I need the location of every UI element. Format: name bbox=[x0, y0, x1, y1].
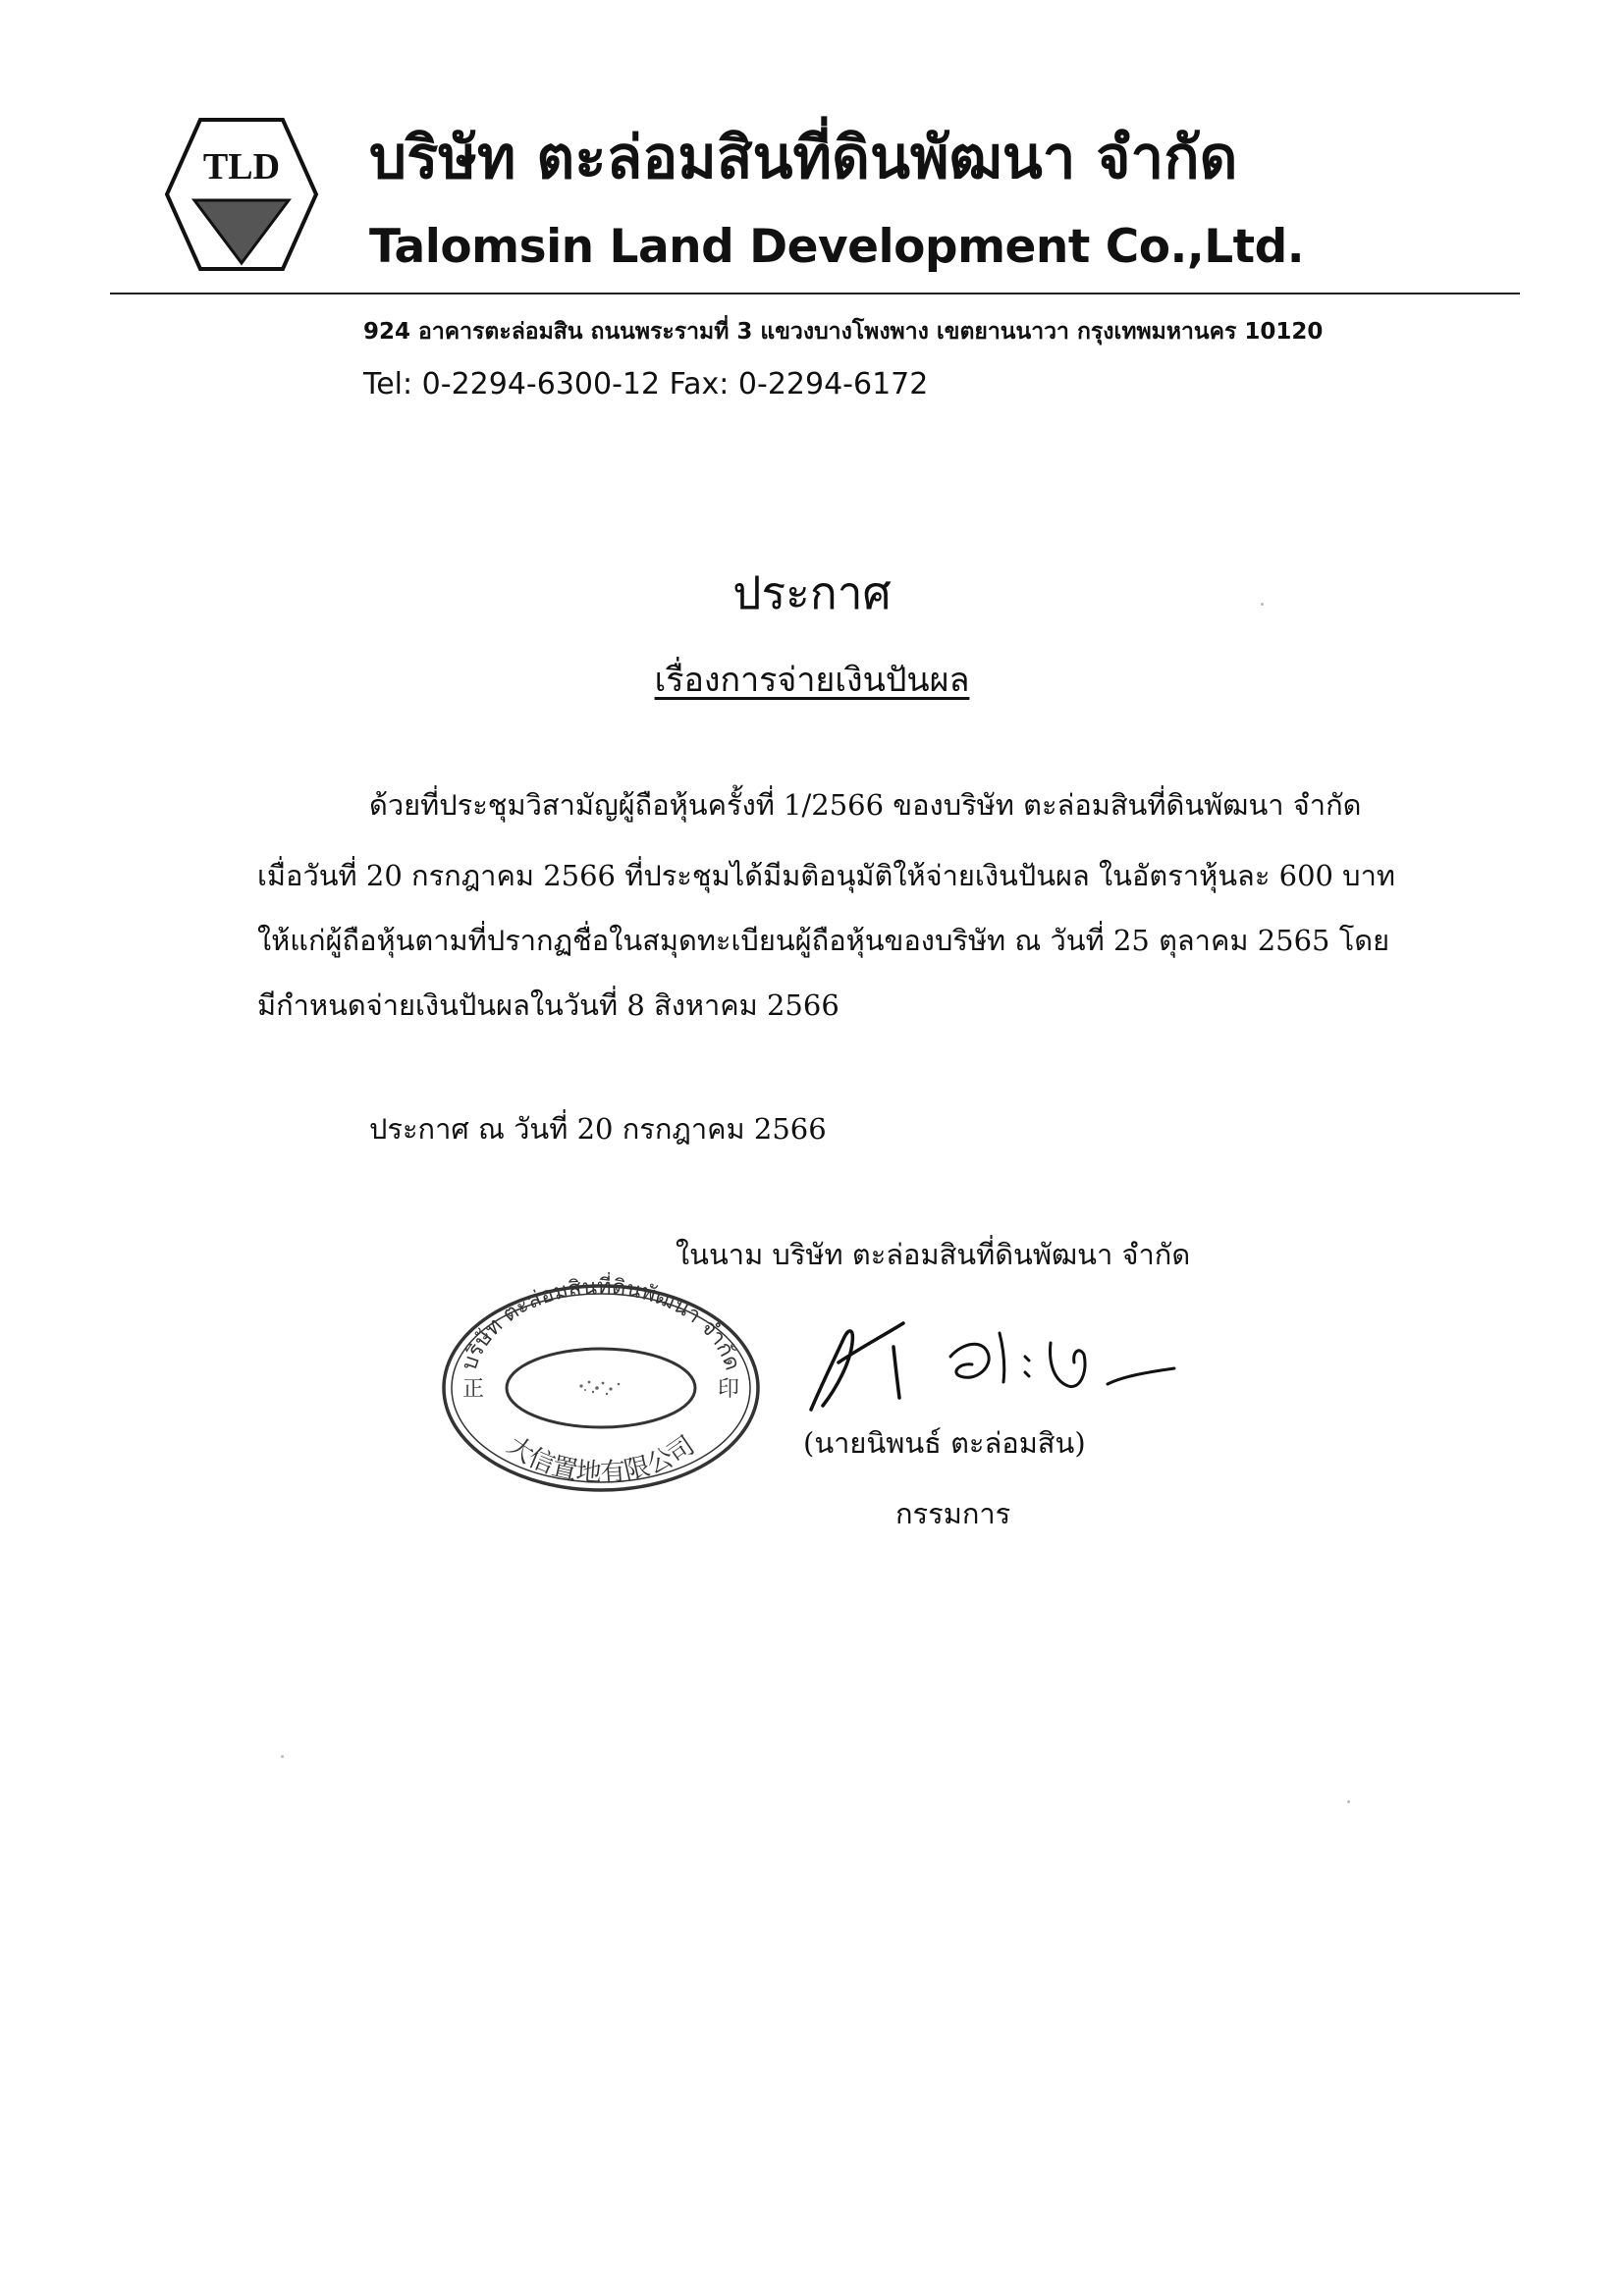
seal-center-mark bbox=[579, 1381, 620, 1396]
issued-date-line: ประกาศ ณ วันที่ 20 กรกฎาคม 2566 bbox=[369, 1112, 827, 1146]
company-logo bbox=[163, 116, 320, 273]
company-address: 924 อาคารตะล่อมสิน ถนนพระรามที่ 3 แขวงบางโพงพาง เขตยานนาวา กรุงเทพมหานคร 10120 bbox=[363, 319, 1324, 345]
on-behalf-line: ในนาม บริษัท ตะล่อมสินที่ดินพัฒนา จำกัด bbox=[676, 1238, 1191, 1271]
announcement-title: ประกาศ bbox=[732, 566, 892, 619]
signer-name: (นายนิพนธ์ ตะล่อมสิน) bbox=[803, 1426, 1086, 1460]
body-line: มีกำหนดจ่ายเงินปันผลในวันที่ 8 สิงหาคม 2566 bbox=[257, 988, 839, 1022]
svg-text:บริษัท ตะล่อมสินที่ดินพัฒนา จำ bbox=[458, 1272, 745, 1373]
announcement-subject-text: เรื่องการจ่ายเงินปันผล bbox=[654, 661, 970, 700]
body-line: ให้แก่ผู้ถือหุ้นตามที่ปรากฏชื่อในสมุดทะเบียนผู้ถือหุ้นของบริษัท ณ วันที่ 25 ตุลาคม 2565 โดย bbox=[257, 924, 1390, 957]
company-name-th: บริษัท ตะล่อมสินที่ดินพัฒนา จำกัด bbox=[369, 124, 1238, 192]
body-line: เมื่อวันที่ 20 กรกฎาคม 2566 ที่ประชุมได้มีมติอนุมัติให้จ่ายเงินปันผล ในอัตราหุ้นละ 600 บาท bbox=[257, 859, 1395, 892]
seal-text-bottom: 大信置地有限公司 bbox=[501, 1430, 701, 1489]
header-divider bbox=[110, 293, 1520, 294]
company-name-en: Talomsin Land Development Co.,Ltd. bbox=[369, 220, 1305, 274]
signer-title: กรรมการ bbox=[895, 1497, 1011, 1530]
scan-speck bbox=[1261, 603, 1264, 606]
seal-text-top: บริษัท ตะล่อมสินที่ดินพัฒนา จำกัด bbox=[457, 1274, 745, 1374]
body-line: ด้วยที่ประชุมวิสามัญผู้ถือหุ้นครั้งที่ 1/2566 ของบริษัท ตะล่อมสินที่ดินพัฒนา จำกัด bbox=[369, 788, 1362, 822]
seal-right-char: 印 bbox=[717, 1377, 740, 1402]
handwritten-signature bbox=[793, 1304, 1186, 1421]
announcement-subject bbox=[0, 658, 1624, 703]
logo-text: TLD bbox=[202, 146, 281, 187]
company-seal bbox=[434, 1272, 768, 1498]
scan-speck bbox=[281, 1755, 284, 1758]
scan-speck bbox=[1347, 1800, 1350, 1803]
company-contact: Tel: 0-2294-6300-12 Fax: 0-2294-6172 bbox=[363, 367, 929, 401]
seal-left-char: 正 bbox=[461, 1377, 485, 1402]
